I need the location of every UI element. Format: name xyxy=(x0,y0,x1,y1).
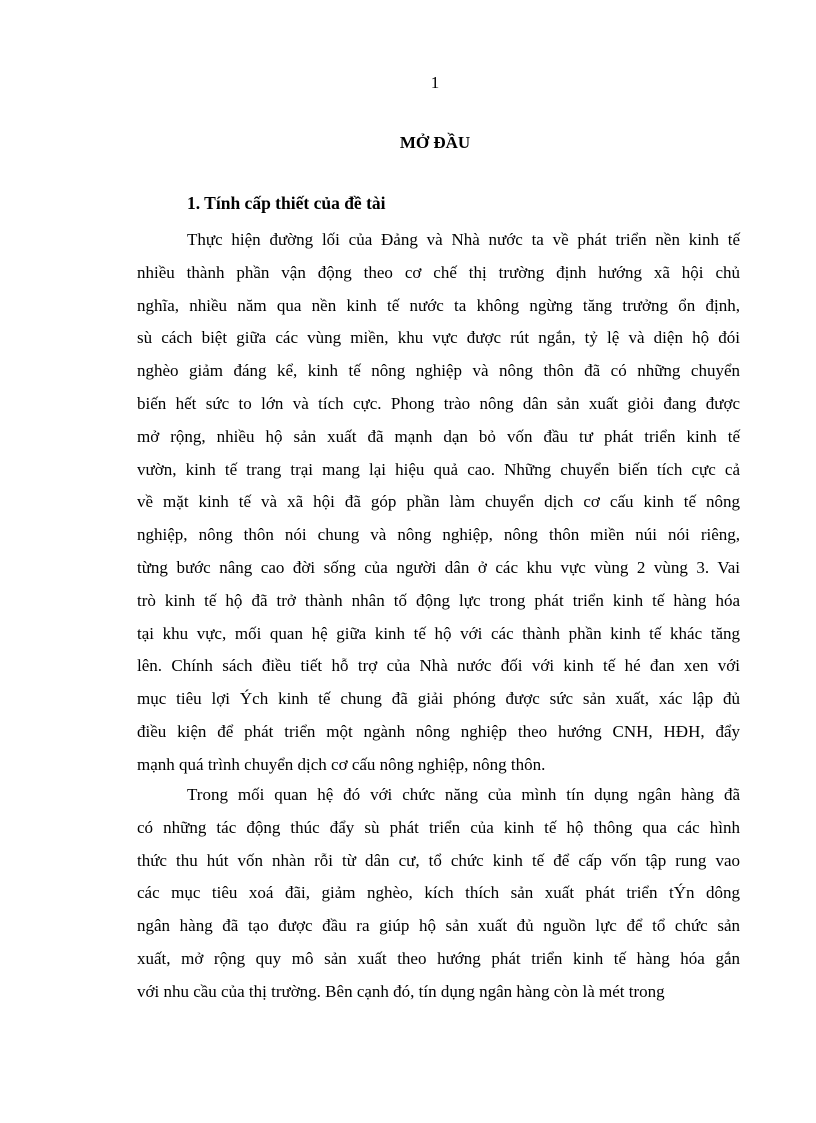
text-line: mở rộng, nhiều hộ sản xuất đã mạnh dạn bỏ vốn đầu tư phát triển kinh tế xyxy=(137,426,740,446)
page-number: 1 xyxy=(430,73,440,92)
text-line: xuất, mở rộng quy mô sản xuất theo hướng phát triển kinh tế hàng hóa gắn xyxy=(137,948,740,968)
text-line: các mục tiêu xoá đãi, giảm nghèo, kích thích sản xuất phát triển tÝn dông xyxy=(137,883,740,903)
text-line: Thực hiện đường lối của Đảng và Nhà nước ta về phát triển nền kinh tế xyxy=(187,230,740,249)
text-line: nghĩa, nhiều năm qua nền kinh tế nước ta không ngừng tăng trưởng ổn định, xyxy=(137,295,740,315)
chapter-title: MỞ ĐẦU xyxy=(399,133,471,152)
text-line: sù cách biệt giữa các vùng miền, khu vực được rút ngắn, tỷ lệ và diện hộ đói xyxy=(137,328,740,348)
text-line: với nhu cầu của thị trường. Bên cạnh đó, tín dụng ngân hàng còn là mét trong xyxy=(137,981,665,1001)
text-line: Trong mối quan hệ đó với chức năng của mình tín dụng ngân hàng đã xyxy=(187,785,740,804)
text-line: về mặt kinh tế và xã hội đã góp phần làm chuyển dịch cơ cấu kinh tế nông xyxy=(137,492,740,512)
paragraph-2 xyxy=(137,779,740,1009)
text-line: vườn, kinh tế trang trại mang lại hiệu quả cao. Những chuyển biến tích cực cả xyxy=(137,459,740,479)
text-line: ngân hàng đã tạo được đầu ra giúp hộ sản xuất đủ nguồn lực để tổ chức sản xyxy=(137,916,740,936)
text-line: biến hết sức to lớn và tích cực. Phong trào nông dân sản xuất giỏi đang được xyxy=(137,393,740,413)
text-line: nghèo giảm đáng kể, kinh tế nông nghiệp và nông thôn đã có những chuyển xyxy=(137,361,740,381)
text-line: nghiệp, nông thôn nói chung và nông nghiệp, nông thôn miền núi nói riêng, xyxy=(137,525,740,545)
text-line: thức thu hút vốn nhàn rỗi từ dân cư, tổ chức kinh tế để cấp vốn tập rung vao xyxy=(137,850,740,870)
text-line: mạnh quá trình chuyển dịch cơ cấu nông nghiệp, nông thôn. xyxy=(137,754,546,774)
paragraph-1 xyxy=(137,224,740,782)
text-line: điều kiện để phát triển một ngành nông nghiệp theo hướng CNH, HĐH, đẩy xyxy=(137,721,740,741)
text-line: lên. Chính sách điều tiết hỗ trợ của Nhà nước đối với kinh tế hé đan xen với xyxy=(137,656,740,676)
text-line: mục tiêu lợi Ých kinh tế chung đã giải phóng được sức sản xuất, xác lập đủ xyxy=(137,689,740,709)
text-line: từng bước nâng cao đời sống của người dân ở các khu vực vùng 2 vùng 3. Vai xyxy=(137,557,740,577)
text-line: nhiều thành phần vận động theo cơ chế thị trường định hướng xã hội chủ xyxy=(137,262,740,282)
text-line: có những tác động thúc đẩy sù phát triển của kinh tế hộ thông qua các hình xyxy=(137,817,740,837)
section-heading: 1. Tính cấp thiết của đề tài xyxy=(187,193,386,213)
text-line: tại khu vực, mối quan hệ giữa kinh tế hộ với các thành phần kinh tế khác tăng xyxy=(137,623,740,643)
text-line: trò kinh tế hộ đã trở thành nhân tố động lực trong phát triển kinh tế hàng hóa xyxy=(137,590,740,610)
